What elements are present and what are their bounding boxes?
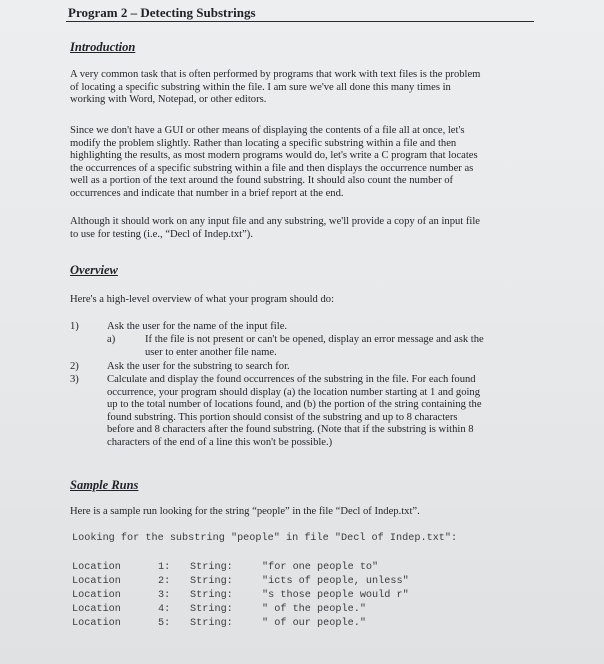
text-line: Ask the user for the name of the input file. [107,321,288,332]
intro-paragraph-1 [70,69,540,107]
location-number: 2: [158,576,171,587]
text-line: modify the problem slightly. Rather than locating a specific substring within a file and then [70,137,457,149]
text-line: Ask the user for the substring to search for. [107,361,290,372]
string-label: String: [190,618,233,629]
text-line: Since we don't have a GUI or other means of displaying the contents of a file all at once, let's [70,125,465,136]
text-line: user to enter another file name. [145,346,277,358]
location-number: 3: [158,590,171,601]
intro-paragraph-2 [70,125,540,201]
location-number: 5: [158,618,171,629]
string-value: " of the people." [262,604,366,615]
text-line: Here's a high-level overview of what your program should do: [70,294,335,305]
text-line: occurrences and indicate that number in a brief report at the end. [70,187,344,199]
text-line: up to the total number of locations found, and (b) the portion of the string containing the [107,399,482,411]
text-line: Here is a sample run looking for the string “people” in the file “Decl of Indep.txt”. [70,506,420,517]
sublist-label: a) [107,334,116,345]
sample-runs-intro [70,506,540,519]
text-line: well as a portion of the text around the found substring. It should also count the number of [70,175,454,187]
string-label: String: [190,562,233,573]
string-label: String: [190,604,233,615]
text-line: before and 8 characters after the found substring. (Note that if the substring is within 8 [107,424,474,436]
text-line: working with Word, Notepad, or other editors. [70,94,267,106]
list-item-1 [107,321,552,334]
string-value: " of our people." [262,618,366,629]
introduction-heading: Introduction [70,40,136,54]
text-line: A very common task that is often performed by programs that work with text files is the problem [70,69,481,80]
sample-runs-heading: Sample Runs [70,478,139,492]
location-number: 1: [158,562,171,573]
list-number: 3) [70,374,79,385]
text-line: found substring. This portion should consist of the substring and up to 8 characters [107,411,458,423]
text-line: highlighting the results, as most modern programs would do, let's write a C program that locates [70,150,478,162]
string-label: String: [190,590,233,601]
text-line: Although it should work on any input file and any substring, we'll provide a copy of an input file [70,216,480,227]
list-item-3 [107,374,552,450]
text-line: characters of the end of a line this won't be possible.) [107,436,333,448]
string-value: "s those people would r" [262,590,409,601]
string-label: String: [190,576,233,587]
list-item-1a [145,334,590,359]
location-label: Location [72,576,121,587]
list-number: 1) [70,321,79,332]
text-line: of locating a specific substring within the file. I am sure we've all done this many times in [70,81,451,93]
string-value: "for one people to" [262,562,379,573]
text-line: to use for testing (i.e., “Decl of Indep.txt”). [70,228,253,240]
text-line: Calculate and display the found occurrences of the substring in the file. For each found [107,374,476,385]
location-label: Location [72,618,121,629]
text-line: the occurrences of a specific substring within a file and then displays the occurrence number as [70,162,474,174]
console-looking-line: Looking for the substring "people" in file "Decl of Indep.txt": [72,533,458,544]
list-number: 2) [70,361,79,372]
location-label: Location [72,590,121,601]
title-underline [66,21,534,22]
document-title: Program 2 – Detecting Substrings [68,5,256,20]
text-line: If the file is not present or can't be opened, display an error message and ask the [145,334,484,345]
overview-heading: Overview [70,263,118,277]
location-label: Location [72,562,121,573]
overview-intro [70,294,540,307]
list-item-2 [107,361,552,374]
location-label: Location [72,604,121,615]
location-number: 4: [158,604,171,615]
intro-paragraph-3 [70,216,540,241]
text-line: occurrence, your program should display (a) the location number starting at 1 and going [107,386,481,398]
string-value: "icts of people, unless" [262,576,409,587]
